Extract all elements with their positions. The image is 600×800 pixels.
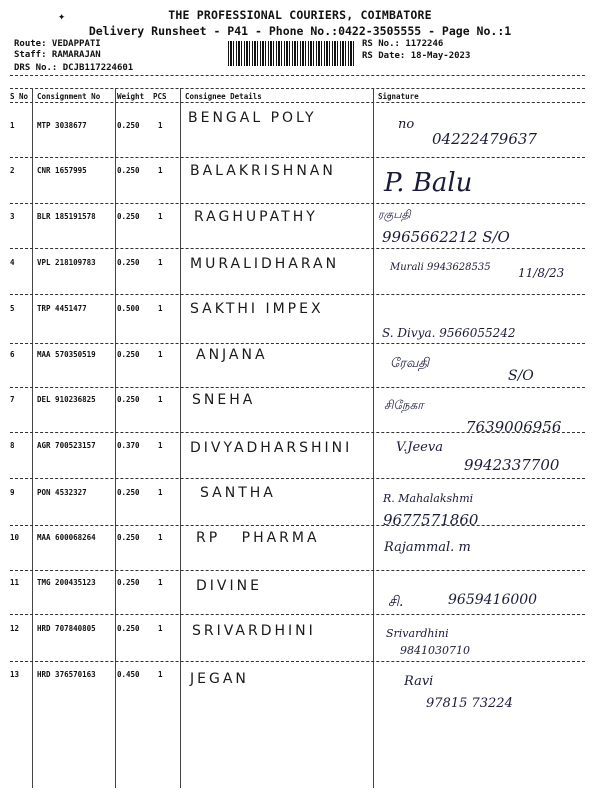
row-consignee: BALAKRISHNAN [190,163,336,179]
row-sno: 5 [10,304,15,313]
row-consignment: VPL 218109783 [37,258,96,267]
row-weight: 0.450 [117,670,140,679]
divider [10,75,585,76]
row-signature-phone: 9677571860 [383,511,479,529]
row-divider [10,432,585,433]
col-header-signature: Signature [378,92,419,101]
row-weight: 0.250 [117,624,140,633]
rs-number: RS No.: 1172246 [362,39,444,49]
row-divider [10,387,585,388]
row-signature: Srivardhini [386,627,449,640]
row-signature-phone: 9659416000 [448,592,538,608]
row-consignee: RP PHARMA [196,530,320,546]
row-signature: ரகுபதி [378,208,411,221]
row-signature: Murali 9943628535 [390,262,491,273]
row-consignee: SAKTHI IMPEX [190,301,324,317]
row-divider [10,570,585,571]
column-rule [32,88,33,788]
row-sno: 3 [10,212,15,221]
row-weight: 0.250 [117,533,140,542]
row-consignment: HRD 376570163 [37,670,96,679]
row-signature: ரேவதி [390,356,430,371]
row-consignee: MURALIDHARAN [190,256,340,272]
route-label: Route: VEDAPPATI [14,39,101,49]
bird-logo-icon: ✦ [58,9,66,23]
row-signature-phone: 9965662212 S/O [382,228,510,246]
col-header-pcs: PCS [153,92,167,101]
row-consignee: ANJANA [196,347,268,363]
row-sno: 2 [10,166,15,175]
row-consignment: HRD 707840805 [37,624,96,633]
row-pcs: 1 [158,578,163,587]
rs-date: RS Date: 18-May-2023 [362,51,471,61]
row-sno: 12 [10,624,20,633]
row-signature: சிநேகா [384,398,424,412]
row-consignee: BENGAL POLY [188,110,317,126]
column-rule [115,88,116,788]
row-signature: Ravi [404,674,434,689]
row-consignment: CNR 1657995 [37,166,87,175]
row-pcs: 1 [158,258,163,267]
row-consignee: SANTHA [200,485,276,501]
row-signature-date: 11/8/23 [518,266,565,280]
row-consignment: TMG 200435123 [37,578,96,587]
row-weight: 0.370 [117,441,140,450]
row-signature: Rajammal. m [384,540,471,555]
row-consignee: SRIVARDHINI [192,623,316,639]
barcode [228,41,354,66]
row-consignee: RAGHUPATHY [194,209,318,225]
row-pcs: 1 [158,533,163,542]
row-weight: 0.250 [117,166,140,175]
row-signature-phone: 04222479637 [432,130,537,148]
row-sno: 10 [10,533,20,542]
row-divider [10,294,585,295]
row-weight: 0.500 [117,304,140,313]
row-divider [10,525,585,526]
row-signature: சி. [388,594,404,610]
row-consignment: PON 4532327 [37,488,87,497]
row-sno: 8 [10,441,15,450]
row-divider [10,661,585,662]
row-pcs: 1 [158,121,163,130]
col-header-weight: Weight [117,92,145,101]
row-signature-phone: 9942337700 [464,456,560,474]
row-signature-note: S/O [508,368,534,384]
row-sno: 9 [10,488,15,497]
row-divider [10,248,585,249]
row-signature-phone: 7639006956 [466,418,562,436]
col-header-consignee: Consignee Details [185,92,262,101]
row-signature: V.Jeeva [396,440,443,455]
row-weight: 0.250 [117,395,140,404]
row-divider [10,343,585,344]
row-weight: 0.250 [117,212,140,221]
row-consignment: DEL 910236825 [37,395,96,404]
row-consignee: DIVYADHARSHINI [190,440,353,456]
row-sno: 11 [10,578,20,587]
staff-label: Staff: RAMARAJAN [14,50,101,60]
row-consignment: MAA 570350519 [37,350,96,359]
row-sno: 6 [10,350,15,359]
row-pcs: 1 [158,441,163,450]
row-consignment: MAA 600068264 [37,533,96,542]
row-signature: no [398,117,415,132]
row-consignment: MTP 3038677 [37,121,87,130]
row-signature: S. Divya. 9566055242 [382,326,516,340]
row-pcs: 1 [158,395,163,404]
row-divider [10,157,585,158]
row-sno: 1 [10,121,15,130]
row-weight: 0.250 [117,121,140,130]
row-consignee: DIVINE [196,578,262,594]
row-consignment: BLR 185191578 [37,212,96,221]
row-divider [10,478,585,479]
divider [10,102,585,103]
row-weight: 0.250 [117,258,140,267]
company-title: THE PROFESSIONAL COURIERS, COIMBATORE [168,8,432,22]
row-weight: 0.250 [117,488,140,497]
column-rule [373,88,374,788]
runsheet-subtitle: Delivery Runsheet - P41 - Phone No.:0422-3505555 - Page No.:1 [88,24,512,38]
row-consignment: TRP 4451477 [37,304,87,313]
row-consignee: JEGAN [190,671,249,687]
row-signature: R. Mahalakshmi [383,492,474,505]
row-weight: 0.250 [117,578,140,587]
col-header-consignment: Consignment No [37,92,101,101]
row-weight: 0.250 [117,350,140,359]
column-rule [180,88,181,788]
row-divider [10,614,585,615]
divider [10,88,585,89]
row-pcs: 1 [158,166,163,175]
row-sno: 7 [10,395,15,404]
row-consignee: SNEHA [192,392,256,408]
row-pcs: 1 [158,488,163,497]
row-sno: 4 [10,258,15,267]
row-pcs: 1 [158,350,163,359]
row-pcs: 1 [158,304,163,313]
row-pcs: 1 [158,624,163,633]
row-consignment: AGR 700523157 [37,441,96,450]
row-signature-phone: 9841030710 [400,644,470,657]
row-divider [10,203,585,204]
row-pcs: 1 [158,670,163,679]
row-signature-phone: 97815 73224 [426,696,513,711]
row-pcs: 1 [158,212,163,221]
col-header-sno: S No [10,92,29,101]
row-signature: P. Balu [384,168,473,198]
drs-number: DRS No.: DCJB117224601 [14,63,134,73]
row-sno: 13 [10,670,20,679]
